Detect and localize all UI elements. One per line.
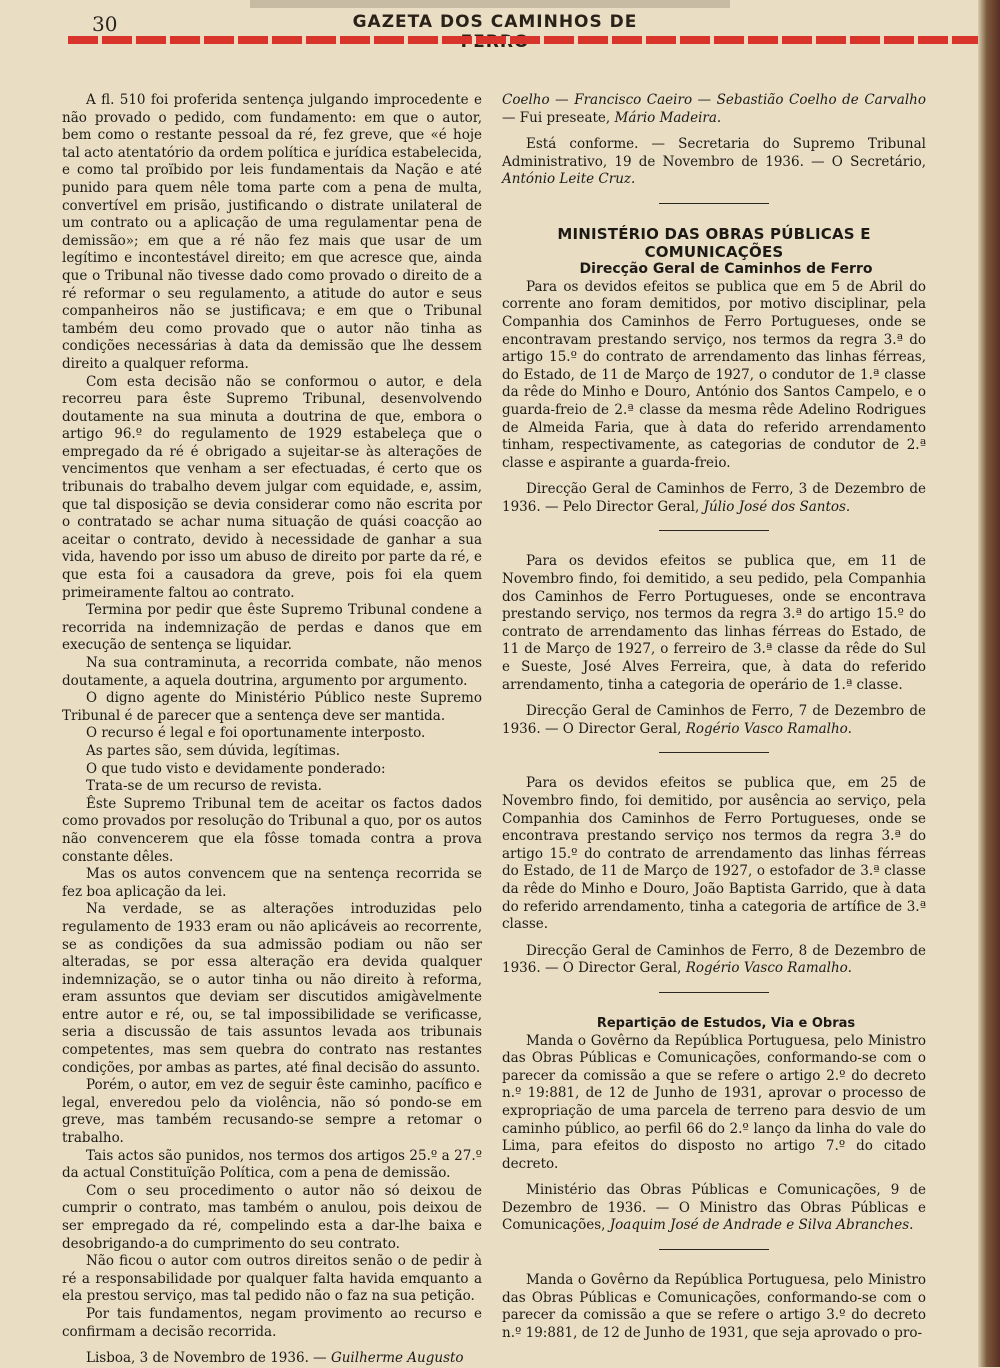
notice-signature (502, 943, 926, 978)
page-edge (978, 0, 1000, 1367)
paragraph: O que tudo visto e devidamente ponderado: (86, 760, 386, 777)
paragraph: Trata-se de um recurso de revista. (86, 778, 322, 795)
paragraph: Tais actos são punidos, nos termos dos artigos 25.º a 27.º da actual Constituïção Política, com a pena de demissão. (62, 1147, 482, 1182)
paragraph: Mas os autos convencem que na sentença recorrida se fez boa aplicação da lei. (62, 866, 482, 900)
conformity-text: Está conforme. — Secretaria do Supremo Tribunal Administrativo, 19 de Novembro de 1936. — O Secretário, (502, 136, 926, 170)
continuation (502, 92, 926, 127)
signature-text: Direcção Geral de Caminhos de Ferro, 7 de Dezembro de 1936. — O Director Geral, (502, 703, 926, 737)
notice-body: Para os devidos efeitos se publica que, em 11 de Novembro findo, foi demitido, a seu pedido, pela Companhia dos Caminhos de Ferro Portugueses, onde se encontrava prestando serviço, nos termos da regra 3.ª do artigo 15.º do contrato de arrendamento das linhas férreas do Estado, de 11 de Março de 1927, o ferreiro de 3.ª classe da rêde do Sul e Sueste, José Alves Ferreira, que, à data do referido arrendamento, tinha a categoria de operário de 1.ª classe. (502, 553, 926, 693)
closing-signatures: Guilherme Augusto (330, 1350, 464, 1367)
notice-signature (502, 1182, 926, 1235)
paragraph: Não ficou o autor com outros direitos senão o de pedir à ré a responsabilidade por qualquer falta havida emquanto a ela prestou serviço, mas tal pedido não o faz na sua petição. (62, 1253, 482, 1305)
divider (659, 752, 769, 753)
continuation-signer: Mário Madeira. (614, 109, 722, 126)
right-column (502, 92, 926, 1342)
ministry-heading: MINISTÉRIO DAS OBRAS PÚBLICAS E COMUNICAÇÕES (557, 224, 871, 261)
paragraph: A fl. 510 foi proferida sentença julgando improcedente e não provado o pedido, com fundamento: em que o autor, bem como o restante pessoal da ré, fez greve, que «é hoje tal acto atentatório da ordem política e jurídica estabelecida, e como tal proïbido por leis fundamentais da Nação e até punido para quem nêle toma parte com a pena de multa, convertível em prisão, justificando o distrate unilateral de um contrato ou a aplicação de uma regulamentar pena de demissão»; em que a ré não fez mais que usar de um legítimo e incontestável direito; em que acresce que, ainda que o Tribunal não tivesse dado como provado o direito de a ré reformar o seu regulamento, a atitude do autor e seus companheiros não se justificava; e em que o Tribunal também deu como provado que o autor não tinha as condições necessárias à data da demissão que lhe dessem direito a qualquer reforma. (62, 92, 482, 372)
paragraph: Na sua contraminuta, a recorrida combate, não menos doutamente, a aquela doutrina, argumento por argumento. (62, 655, 482, 689)
journal-title: GAZETA DOS CAMINHOS DE (352, 12, 638, 32)
closing-text: Lisboa, 3 de Novembro de 1936. — (86, 1350, 331, 1367)
header-rule (68, 36, 978, 44)
notice-signature (502, 703, 926, 738)
notice-body: Para os devidos efeitos se publica que, em 25 de Novembro findo, foi demitido, por ausência ao serviço, pela Companhia dos Caminhos de Ferro Portugueses, onde se encontrava prestando serviço nos termos da regra 3.ª do artigo 15.º do contrato de arrendamento das linhas férreas do Estado, de 11 de Março de 1927, o estofador de 3.ª classe da rêde do Minho e Douro, João Baptista Garrido, que à data do referido arrendamento, tinha a categoria de artífice de 3.ª classe. (502, 775, 926, 933)
paragraph: As partes são, sem dúvida, legítimas. (86, 742, 341, 759)
paragraph: Porém, o autor, em vez de seguir êste caminho, pacífico e legal, enveredou pelo da violência, não só pondo-se em greve, mas também recusando-se sempre a retomar o trabalho. (62, 1077, 482, 1147)
paragraph: Com esta decisão não se conformou o autor, e dela recorreu para êste Supremo Tribunal, desenvolvendo doutamente na sua minuta a doutrina de que, embora o artigo 96.º do regulamento de 1929 estabeleça que o empregado da ré é obrigado a sujeitar-se às alterações de vencimentos que venham a ser efectuadas, é certo que os tribunais do trabalho devem julgar com equidade, e, assim, que tal disposição se devia considerar como não escrita por o contratado se achar numa situação de quási coacção ao aceitar o contrato, devido à necessidade de ganhar a sua vida, havendo por isso um abuso de direito por parte da ré, e que esta foi a causadora da greve, pois foi ela quem primeiramente faltou ao contrato. (62, 373, 482, 601)
closing-line (62, 1350, 482, 1368)
notice-body: Manda o Govêrno da República Portuguesa, pelo Ministro das Obras Públicas e Comunicações, conformando-se com o parecer da comissão a que se refere o artigo 2.º do decreto n.º 19:881, de 12 de Junho de 1931, aprovar o processo de expropriação de uma parcela de terreno para desvio de um caminho público, ao perfil 66 do 2.º lanço da linha do vale do Lima, para efeitos do disposto no artigo 7.º do citado decreto. (502, 1032, 926, 1172)
signature-text: Direcção Geral de Caminhos de Ferro, 3 de Dezembro de 1936. — Pelo Director Geral, (502, 481, 926, 515)
conformity (502, 136, 926, 189)
signature-name: Rogério Vasco Ramalho. (685, 960, 852, 977)
section-heading: Repartição de Estudos, Via e Obras (596, 1015, 856, 1031)
page-header (0, 0, 978, 44)
continuation-names: Coelho — Francisco Caeiro — Sebastião Coelho de Carvalho (502, 92, 926, 108)
paragraph: Na verdade, se as alterações introduzidas pelo regulamento de 1933 eram ou não aplicáveis ao recorrente, se as condições da sua admissão podiam ou não ser alteradas, se por essa alteração era devida qualquer indemnização, se o autor tinha ou não direito à reforma, eram assuntos que deviam ser discutidos amigàvelmente entre autor e ré, ou, se tal impossibilidade se verificasse, seria a discussão de tais assuntos levada aos tribunais competentes, mas sem quebra do contrato nas restantes condições, por ambas as partes, até final decisão do assunto. (62, 901, 482, 1076)
continuation-text: — Fui preseate, (502, 109, 615, 126)
divider (659, 992, 769, 993)
signature-name: Rogério Vasco Ramalho. (685, 720, 852, 737)
paragraph: Com o seu procedimento o autor não só deixou de cumprir o contrato, mas também o anulou, pois deixou de ser empregado da ré, compelindo esta a dar-lhe baixa e desobrigando-a do cumprimento do seu contrato. (62, 1182, 482, 1252)
conformity-signer: António Leite Cruz. (502, 171, 636, 188)
notice-body: Para os devidos efeitos se publica que em 5 de Abril do corrente ano foram demitidos, por motivo disciplinar, pela Companhia dos Caminhos de Ferro Portugueses, onde se encontravam prestando serviço, nos termos da regra 3.ª do artigo 15.º do contrato de arrendamento das linhas férreas, do Estado, de 11 de Março de 1927, o condutor de 1.ª classe da rêde do Minho e Douro, António dos Santos Campelo, e o guarda-freio de 2.ª classe da mesma rêde Adelino Rodrigues de Almeida Faria, que à data do referido arrendamento tinham, respectivamente, as categorias de condutor de 2.ª classe e aspirante a guarda-freio. (502, 278, 926, 471)
notice-body: Manda o Govêrno da República Portuguesa, pelo Ministro das Obras Públicas e Comunicações, conformando-se com o parecer da comissão a que se refere o artigo 3.º do decreto n.º 19:881, de 12 de Junho de 1931, que seja aprovado o pro- (502, 1272, 926, 1341)
notice-signature (502, 481, 926, 516)
divider (659, 203, 769, 204)
signature-text: Direcção Geral de Caminhos de Ferro, 8 de Dezembro de 1936. — O Director Geral, (502, 942, 926, 977)
signature-name: Júlio José dos Santos. (703, 498, 851, 515)
paragraph: Termina por pedir que êste Supremo Tribunal condene a recorrida na indemnização de perdas e danos que em execução de sentença se liquidar. (62, 602, 482, 654)
page-number: 30 (92, 12, 118, 36)
paragraph: O recurso é legal e foi oportunamente interposto. (86, 725, 426, 742)
header-band (250, 0, 730, 8)
paragraph: Êste Supremo Tribunal tem de aceitar os factos dados como provados por resolução do Tribunal a quo, por os autos não convencerem que ela fôsse tomada contra a prova constante dêles. (62, 795, 482, 865)
signature-text: Ministério das Obras Públicas e Comunicações, 9 de Dezembro de 1936. — O Ministro das Obras Públicas e Comunicações, (502, 1182, 926, 1234)
left-column (62, 92, 482, 1368)
divider (659, 1249, 769, 1250)
divider (659, 530, 769, 531)
signature-name: Joaquim José de Andrade e Silva Abranches. (609, 1217, 914, 1234)
paragraph: Por tais fundamentos, negam provimento ao recurso e confirmam a decisão recorrida. (62, 1305, 482, 1340)
department-heading: Direcção Geral de Caminhos de Ferro (579, 261, 873, 278)
paragraph: O digno agente do Ministério Público neste Supremo Tribunal é de parecer que a sentença deve ser mantida. (62, 690, 482, 724)
